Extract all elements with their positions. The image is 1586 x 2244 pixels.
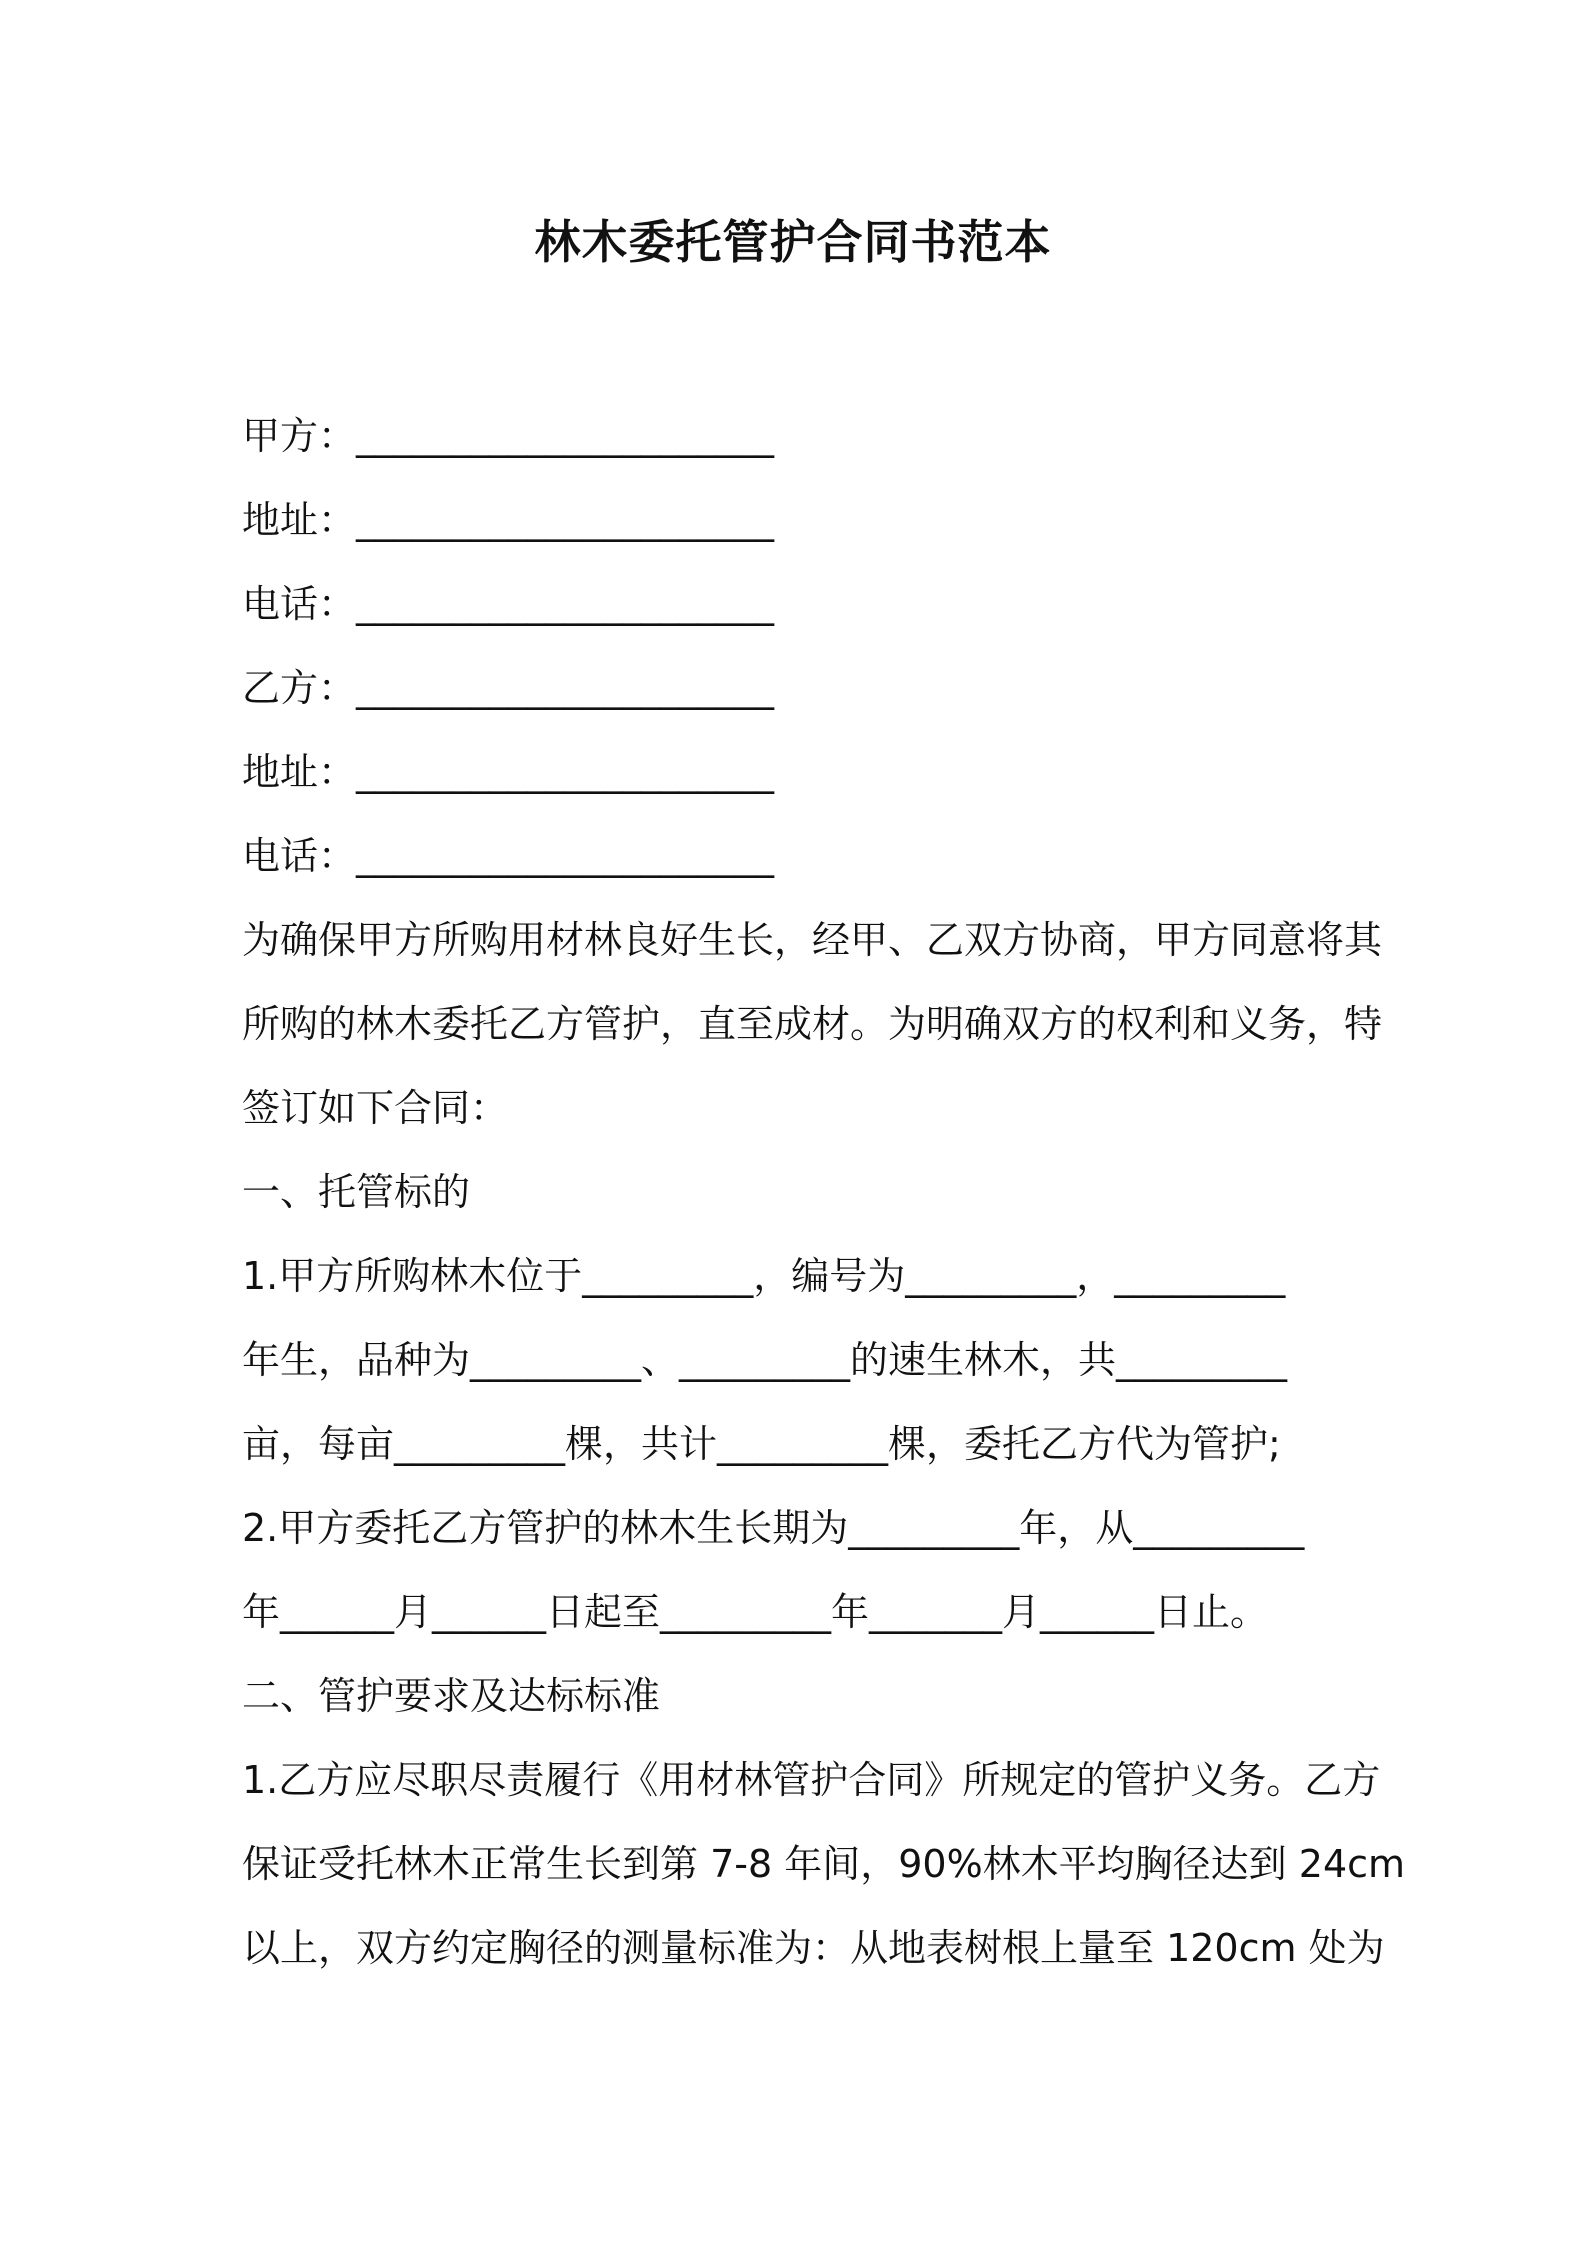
- preamble-line-1: 为确保甲方所购用材林良好生长，经甲、乙双方协商，甲方同意将其: [242, 918, 1383, 962]
- party-a-phone-line: 电话：______________________: [242, 582, 775, 626]
- clause-2-1-line-2: 保证受托林木正常生长到第 7-8 年间，90%林木平均胸径达到 24cm: [242, 1842, 1406, 1886]
- party-b-name-line: 乙方：______________________: [242, 666, 775, 710]
- clause-1-1-line-1: 1.甲方所购林木位于_________，编号为_________，_________: [242, 1254, 1286, 1298]
- section-heading-1: 一、托管标的: [242, 1170, 471, 1214]
- preamble-line-3: 签订如下合同：: [242, 1086, 509, 1130]
- party-a-address-line: 地址：______________________: [242, 498, 775, 542]
- clause-1-1-line-3: 亩，每亩_________棵，共计_________棵，委托乙方代为管护;: [242, 1422, 1281, 1466]
- party-b-address-line: 地址：______________________: [242, 750, 775, 794]
- document-title: 林木委托管护合同书范本: [534, 215, 1052, 269]
- clause-2-1-line-3: 以上，双方约定胸径的测量标准为：从地表树根上量至 120cm 处为: [242, 1926, 1385, 1970]
- party-b-phone-line: 电话：______________________: [242, 834, 775, 878]
- clause-1-2-line-2: 年______月______日起至_________年_______月______日止。: [242, 1590, 1269, 1634]
- section-heading-2: 二、管护要求及达标标准: [242, 1674, 661, 1718]
- clause-1-2-line-1: 2.甲方委托乙方管护的林木生长期为_________年，从_________: [242, 1506, 1305, 1550]
- party-a-name-line: 甲方：______________________: [242, 414, 775, 458]
- preamble-line-2: 所购的林木委托乙方管护，直至成材。为明确双方的权利和义务，特: [242, 1002, 1383, 1046]
- clause-2-1-line-1: 1.乙方应尽职尽责履行《用材林管护合同》所规定的管护义务。乙方: [242, 1758, 1381, 1802]
- clause-1-1-line-2: 年生，品种为_________、_________的速生林木，共_________: [242, 1338, 1288, 1382]
